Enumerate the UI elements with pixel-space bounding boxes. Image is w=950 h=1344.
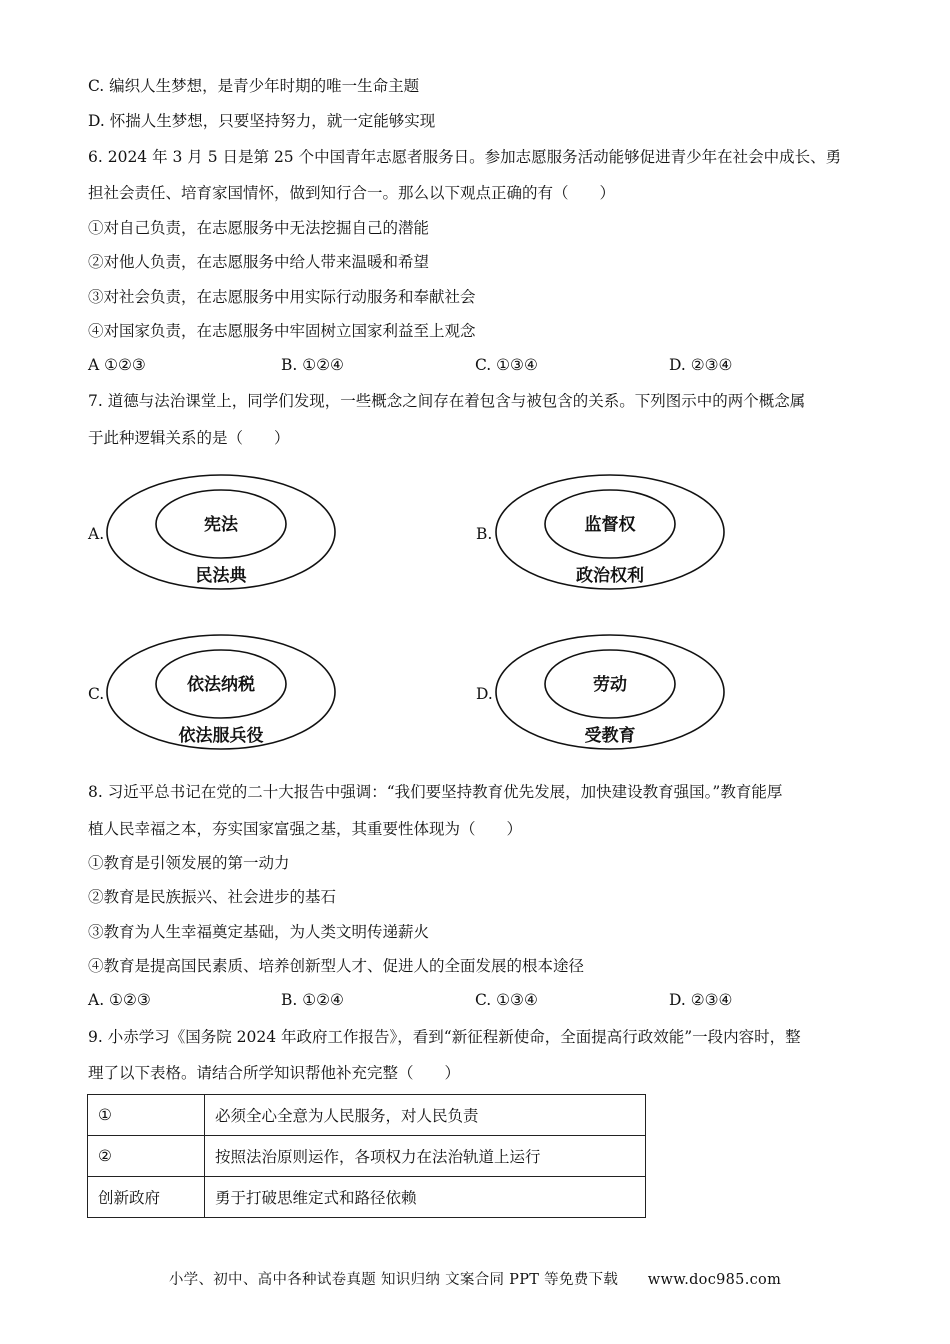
table-cell: 勇于打破思维定式和路径依赖	[205, 1177, 646, 1218]
page-footer: 小学、初中、高中各种试卷真题 知识归纳 文案合同 PPT 等免费下载 www.doc985.com	[168, 1272, 782, 1288]
q6-option-a[interactable]: A ①②③	[88, 356, 146, 374]
q9-table	[87, 1094, 646, 1218]
q7-b-inner-text: 监督权	[584, 515, 636, 535]
q8-option-a[interactable]: A. ①②③	[88, 991, 151, 1009]
q7-stem-line2: 于此种逻辑关系的是（ ）	[88, 429, 290, 447]
q6-stem-line2: 担社会责任、培育家国情怀，做到知行合一。那么以下观点正确的有（ ）	[88, 184, 616, 202]
table-cell: ①	[88, 1095, 205, 1136]
q7-c-outer-text: 依法服兵役	[178, 726, 264, 746]
q8-option-d[interactable]: D. ②③④	[669, 991, 733, 1009]
q8-statement-1: ①教育是引领发展的第一动力	[88, 854, 290, 872]
q7-a-inner-text: 宪法	[204, 515, 238, 535]
q6-option-d[interactable]: D. ②③④	[669, 356, 733, 374]
q8-statement-3: ③教育为人生幸福奠定基础，为人类文明传递薪火	[88, 923, 430, 941]
q8-option-c[interactable]: C. ①③④	[475, 991, 538, 1009]
q7-a-outer-text: 民法典	[195, 566, 247, 586]
q7-diagram-a[interactable]	[106, 474, 336, 590]
table-cell: ②	[88, 1136, 205, 1177]
q7-option-b-label[interactable]: B.	[476, 525, 493, 543]
q8-option-b[interactable]: B. ①②④	[281, 991, 344, 1009]
q6-statement-1: ①对自己负责，在志愿服务中无法挖掘自己的潜能	[88, 219, 430, 237]
q7-diagram-c[interactable]	[106, 634, 336, 750]
q7-c-inner-text: 依法纳税	[187, 675, 255, 695]
q9-stem-line2: 理了以下表格。请结合所学知识帮他补充完整（ ）	[88, 1064, 461, 1082]
table-row	[88, 1095, 646, 1136]
table-cell: 按照法治原则运作，各项权力在法治轨道上运行	[205, 1136, 646, 1177]
q8-statement-2: ②教育是民族振兴、社会进步的基石	[88, 888, 337, 906]
q6-options	[88, 355, 868, 375]
q7-d-outer-text: 受教育	[584, 726, 636, 746]
q7-option-d-label[interactable]: D.	[476, 685, 493, 703]
q7-d-inner-text: 劳动	[593, 675, 627, 695]
table-cell: 创新政府	[88, 1177, 205, 1218]
q9-stem-line1: 9. 小赤学习《国务院 2024 年政府工作报告》，看到“新征程新使命，全面提高行政效能”一段内容时，整	[88, 1028, 801, 1046]
q6-statement-3: ③对社会负责，在志愿服务中用实际行动服务和奉献社会	[88, 288, 476, 306]
q6-statement-2: ②对他人负责，在志愿服务中给人带来温暖和希望	[88, 253, 430, 271]
option-c-text: C. 编织人生梦想，是青少年时期的唯一生命主题	[88, 77, 420, 95]
table-row	[88, 1136, 646, 1177]
q7-stem-line1: 7. 道德与法治课堂上，同学们发现，一些概念之间存在着包含与被包含的关系。下列图示中的两个概念属	[88, 392, 806, 410]
q7-b-outer-text: 政治权利	[576, 566, 644, 586]
q7-diagram-b[interactable]	[495, 474, 725, 590]
q6-option-b[interactable]: B. ①②④	[281, 356, 344, 374]
q6-option-c[interactable]: C. ①③④	[475, 356, 538, 374]
table-cell: 必须全心全意为人民服务，对人民负责	[205, 1095, 646, 1136]
q7-option-a-label[interactable]: A.	[88, 525, 105, 543]
q7-diagram-d[interactable]	[495, 634, 725, 750]
q7-option-c-label[interactable]: C.	[88, 685, 105, 703]
option-d-text: D. 怀揣人生梦想，只要坚持努力，就一定能够实现	[88, 112, 436, 130]
q8-stem-line1: 8. 习近平总书记在党的二十大报告中强调：“我们要坚持教育优先发展，加快建设教育强国。”教育能厚	[88, 783, 783, 801]
q8-stem-line2: 植人民幸福之本，夯实国家富强之基，其重要性体现为（ ）	[88, 820, 523, 838]
q6-stem-line1: 6. 2024 年 3 月 5 日是第 25 个中国青年志愿者服务日。参加志愿服务活动能够促进青少年在社会中成长、勇	[88, 148, 842, 166]
q6-statement-4: ④对国家负责，在志愿服务中牢固树立国家利益至上观念	[88, 322, 476, 340]
table-row	[88, 1177, 646, 1218]
q8-options	[88, 990, 868, 1010]
q8-statement-4: ④教育是提高国民素质、培养创新型人才、促进人的全面发展的根本途径	[88, 957, 585, 975]
